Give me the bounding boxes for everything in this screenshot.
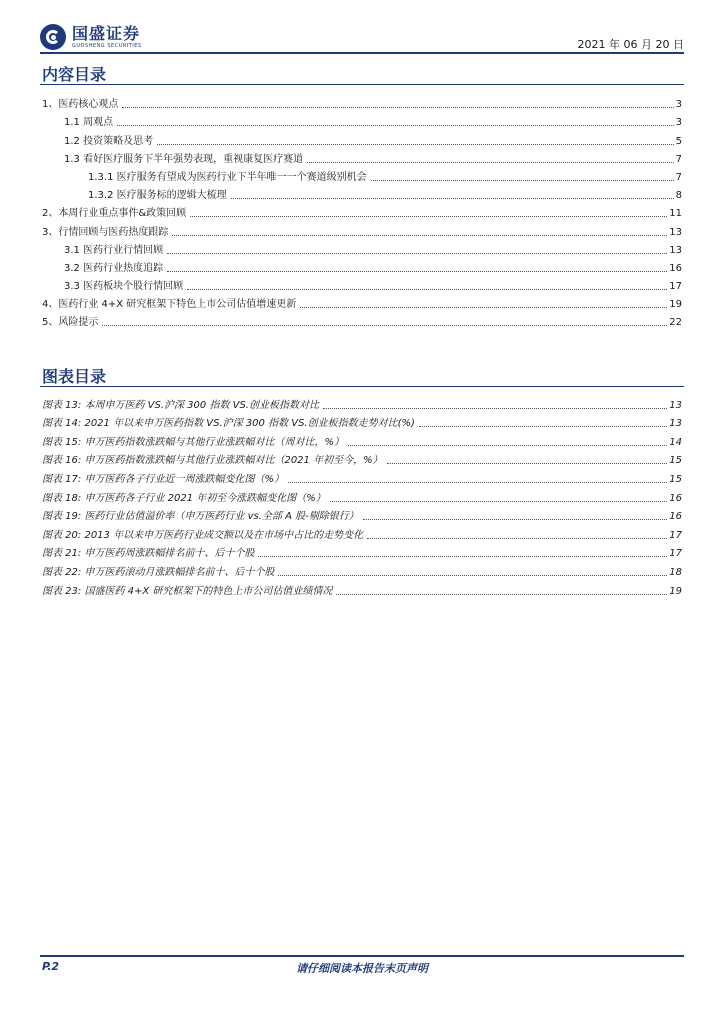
- dot-leader: [323, 407, 667, 409]
- figure-entry-label: 图表 22: 申万医药滚动月涨跌幅排名前十、后十个股: [42, 566, 275, 578]
- figure-entry-page: 14: [669, 436, 682, 448]
- dot-leader: [330, 500, 668, 502]
- contents-title-divider: [40, 84, 684, 85]
- toc-entry-page: 5: [675, 135, 682, 147]
- toc-entry[interactable]: [42, 202, 682, 220]
- figure-entry-label: 图表 16: 申万医药指数涨跌幅与其他行业涨跌幅对比（2021 年初至今，%）: [42, 455, 383, 467]
- figure-entry-label: 图表 23: 国盛医药 4+X 研究框架下的特色上市公司估值业绩情况: [42, 585, 333, 597]
- toc-entry-label: 5、风险提示: [42, 317, 99, 329]
- toc-entry-label: 3.2 医药行业热度追踪: [64, 262, 164, 274]
- toc-entry[interactable]: [42, 111, 682, 129]
- toc-entry-page: 17: [669, 281, 682, 293]
- figure-entry[interactable]: [42, 542, 682, 561]
- toc-entry-page: 22: [669, 317, 682, 329]
- figures-title-divider: [40, 386, 684, 387]
- toc-entry[interactable]: [42, 220, 682, 238]
- list-of-figures: [42, 393, 682, 598]
- dot-leader: [157, 143, 674, 145]
- figure-entry-label: 图表 13: 本周申万医药 VS.沪深 300 指数 VS.创业板指数对比: [42, 399, 319, 411]
- figure-entry[interactable]: [42, 449, 682, 468]
- toc-entry-label: 1.3.2 医疗服务标的逻辑大梳理: [88, 190, 227, 202]
- company-logo: [40, 22, 142, 52]
- dot-leader: [117, 124, 674, 126]
- figure-entry[interactable]: [42, 467, 682, 486]
- toc-entry-label: 3.1 医药行业行情回顾: [64, 244, 164, 256]
- toc-entry-label: 3、行情回顾与医药热度跟踪: [42, 226, 169, 238]
- footer-divider: [40, 955, 684, 957]
- figure-entry[interactable]: [42, 560, 682, 579]
- dot-leader: [231, 197, 674, 199]
- toc-entry-page: 3: [675, 117, 682, 129]
- toc-entry[interactable]: [42, 148, 682, 166]
- toc-entry[interactable]: [42, 166, 682, 184]
- figure-entry-label: 图表 19: 医药行业估值溢价率（申万医药行业 vs.全部 A 股-剔除银行）: [42, 511, 359, 523]
- dot-leader: [167, 270, 667, 272]
- dot-leader: [167, 252, 667, 254]
- figure-entry-page: 13: [669, 399, 682, 411]
- figure-entry[interactable]: [42, 486, 682, 505]
- toc-entry-label: 1、医药核心观点: [42, 99, 119, 111]
- figure-entry-label: 图表 18: 申万医药各子行业 2021 年初至今涨跌幅变化图（%）: [42, 492, 326, 504]
- figure-entry-page: 18: [669, 566, 682, 578]
- toc-entry-page: 3: [675, 99, 682, 111]
- table-of-contents: [42, 93, 682, 329]
- toc-entry[interactable]: [42, 293, 682, 311]
- toc-entry[interactable]: [42, 275, 682, 293]
- dot-leader: [307, 161, 674, 163]
- toc-entry[interactable]: [42, 129, 682, 147]
- figure-entry-page: 17: [669, 548, 682, 560]
- toc-entry-label: 4、医药行业 4+X 研究框架下特色上市公司估值增速更新: [42, 299, 297, 311]
- toc-entry-page: 7: [675, 171, 682, 183]
- toc-entry-page: 19: [669, 299, 682, 311]
- toc-entry-label: 1.1 周观点: [64, 117, 114, 129]
- dot-leader: [190, 215, 667, 217]
- dot-leader: [336, 593, 667, 595]
- dot-leader: [348, 444, 667, 446]
- figure-entry[interactable]: [42, 393, 682, 412]
- dot-leader: [371, 179, 674, 181]
- figure-entry-page: 16: [669, 492, 682, 504]
- figure-entry-page: 15: [669, 473, 682, 485]
- dot-leader: [363, 518, 668, 520]
- toc-entry-page: 7: [675, 153, 682, 165]
- toc-entry-page: 13: [669, 226, 682, 238]
- dot-leader: [288, 481, 667, 483]
- toc-entry[interactable]: [42, 311, 682, 329]
- disclaimer-note: 请仔细阅读本报告末页声明: [296, 962, 428, 975]
- report-date: 2021 年 06 月 20 日: [577, 38, 684, 51]
- figure-entry[interactable]: [42, 430, 682, 449]
- figure-entry-page: 16: [669, 511, 682, 523]
- dot-leader: [419, 425, 667, 427]
- figure-entry-page: 15: [669, 455, 682, 467]
- toc-entry-label: 1.3 看好医疗服务下半年强势表现，重视康复医疗赛道: [64, 153, 304, 165]
- dot-leader: [258, 555, 667, 557]
- toc-entry-page: 11: [669, 208, 682, 220]
- contents-title: 内容目录: [42, 65, 107, 84]
- figure-entry[interactable]: [42, 579, 682, 598]
- figure-entry-label: 图表 17: 申万医药各子行业近一周涨跌幅变化图（%）: [42, 473, 284, 485]
- figure-entry[interactable]: [42, 412, 682, 431]
- figure-entry-page: 13: [669, 418, 682, 430]
- toc-entry-page: 16: [669, 262, 682, 274]
- figure-entry-label: 图表 14: 2021 年以来申万医药指数 VS.沪深 300 指数 VS.创业板指数走势对比(%): [42, 418, 415, 430]
- toc-entry[interactable]: [42, 257, 682, 275]
- dot-leader: [172, 234, 667, 236]
- dot-leader: [122, 106, 673, 108]
- figure-entry[interactable]: [42, 505, 682, 524]
- logo-icon: [40, 24, 66, 50]
- dot-leader: [187, 288, 667, 290]
- dot-leader: [387, 462, 668, 464]
- toc-entry[interactable]: [42, 184, 682, 202]
- toc-entry-label: 3.3 医药板块个股行情回顾: [64, 281, 184, 293]
- dot-leader: [102, 324, 667, 326]
- toc-entry-page: 8: [675, 190, 682, 202]
- figure-entry-label: 图表 21: 申万医药周涨跌幅排名前十、后十个股: [42, 548, 255, 560]
- page-header: [40, 22, 684, 56]
- figure-entry[interactable]: [42, 523, 682, 542]
- dot-leader: [278, 574, 667, 576]
- dot-leader: [367, 537, 667, 539]
- toc-entry[interactable]: [42, 93, 682, 111]
- header-divider: [40, 52, 684, 54]
- logo-name-en: GUOSHENG SECURITIES: [72, 42, 142, 49]
- toc-entry-label: 1.3.1 医疗服务有望成为医药行业下半年唯一一个赛道级别机会: [88, 171, 367, 183]
- toc-entry-label: 2、本周行业重点事件&政策回顾: [42, 208, 187, 220]
- figure-entry-label: 图表 15: 申万医药指数涨跌幅与其他行业涨跌幅对比（周对比，%）: [42, 436, 344, 448]
- figures-title: 图表目录: [42, 367, 107, 386]
- logo-name-cn: 国盛证券: [72, 23, 141, 43]
- toc-entry[interactable]: [42, 239, 682, 257]
- dot-leader: [300, 306, 667, 308]
- page-number: P.2: [42, 960, 60, 973]
- toc-entry-label: 1.2 投资策略及思考: [64, 135, 154, 147]
- figure-entry-page: 19: [669, 585, 682, 597]
- toc-entry-page: 13: [669, 244, 682, 256]
- figure-entry-label: 图表 20: 2013 年以来申万医药行业成交额以及在市场中占比的走势变化: [42, 529, 364, 541]
- figure-entry-page: 17: [669, 529, 682, 541]
